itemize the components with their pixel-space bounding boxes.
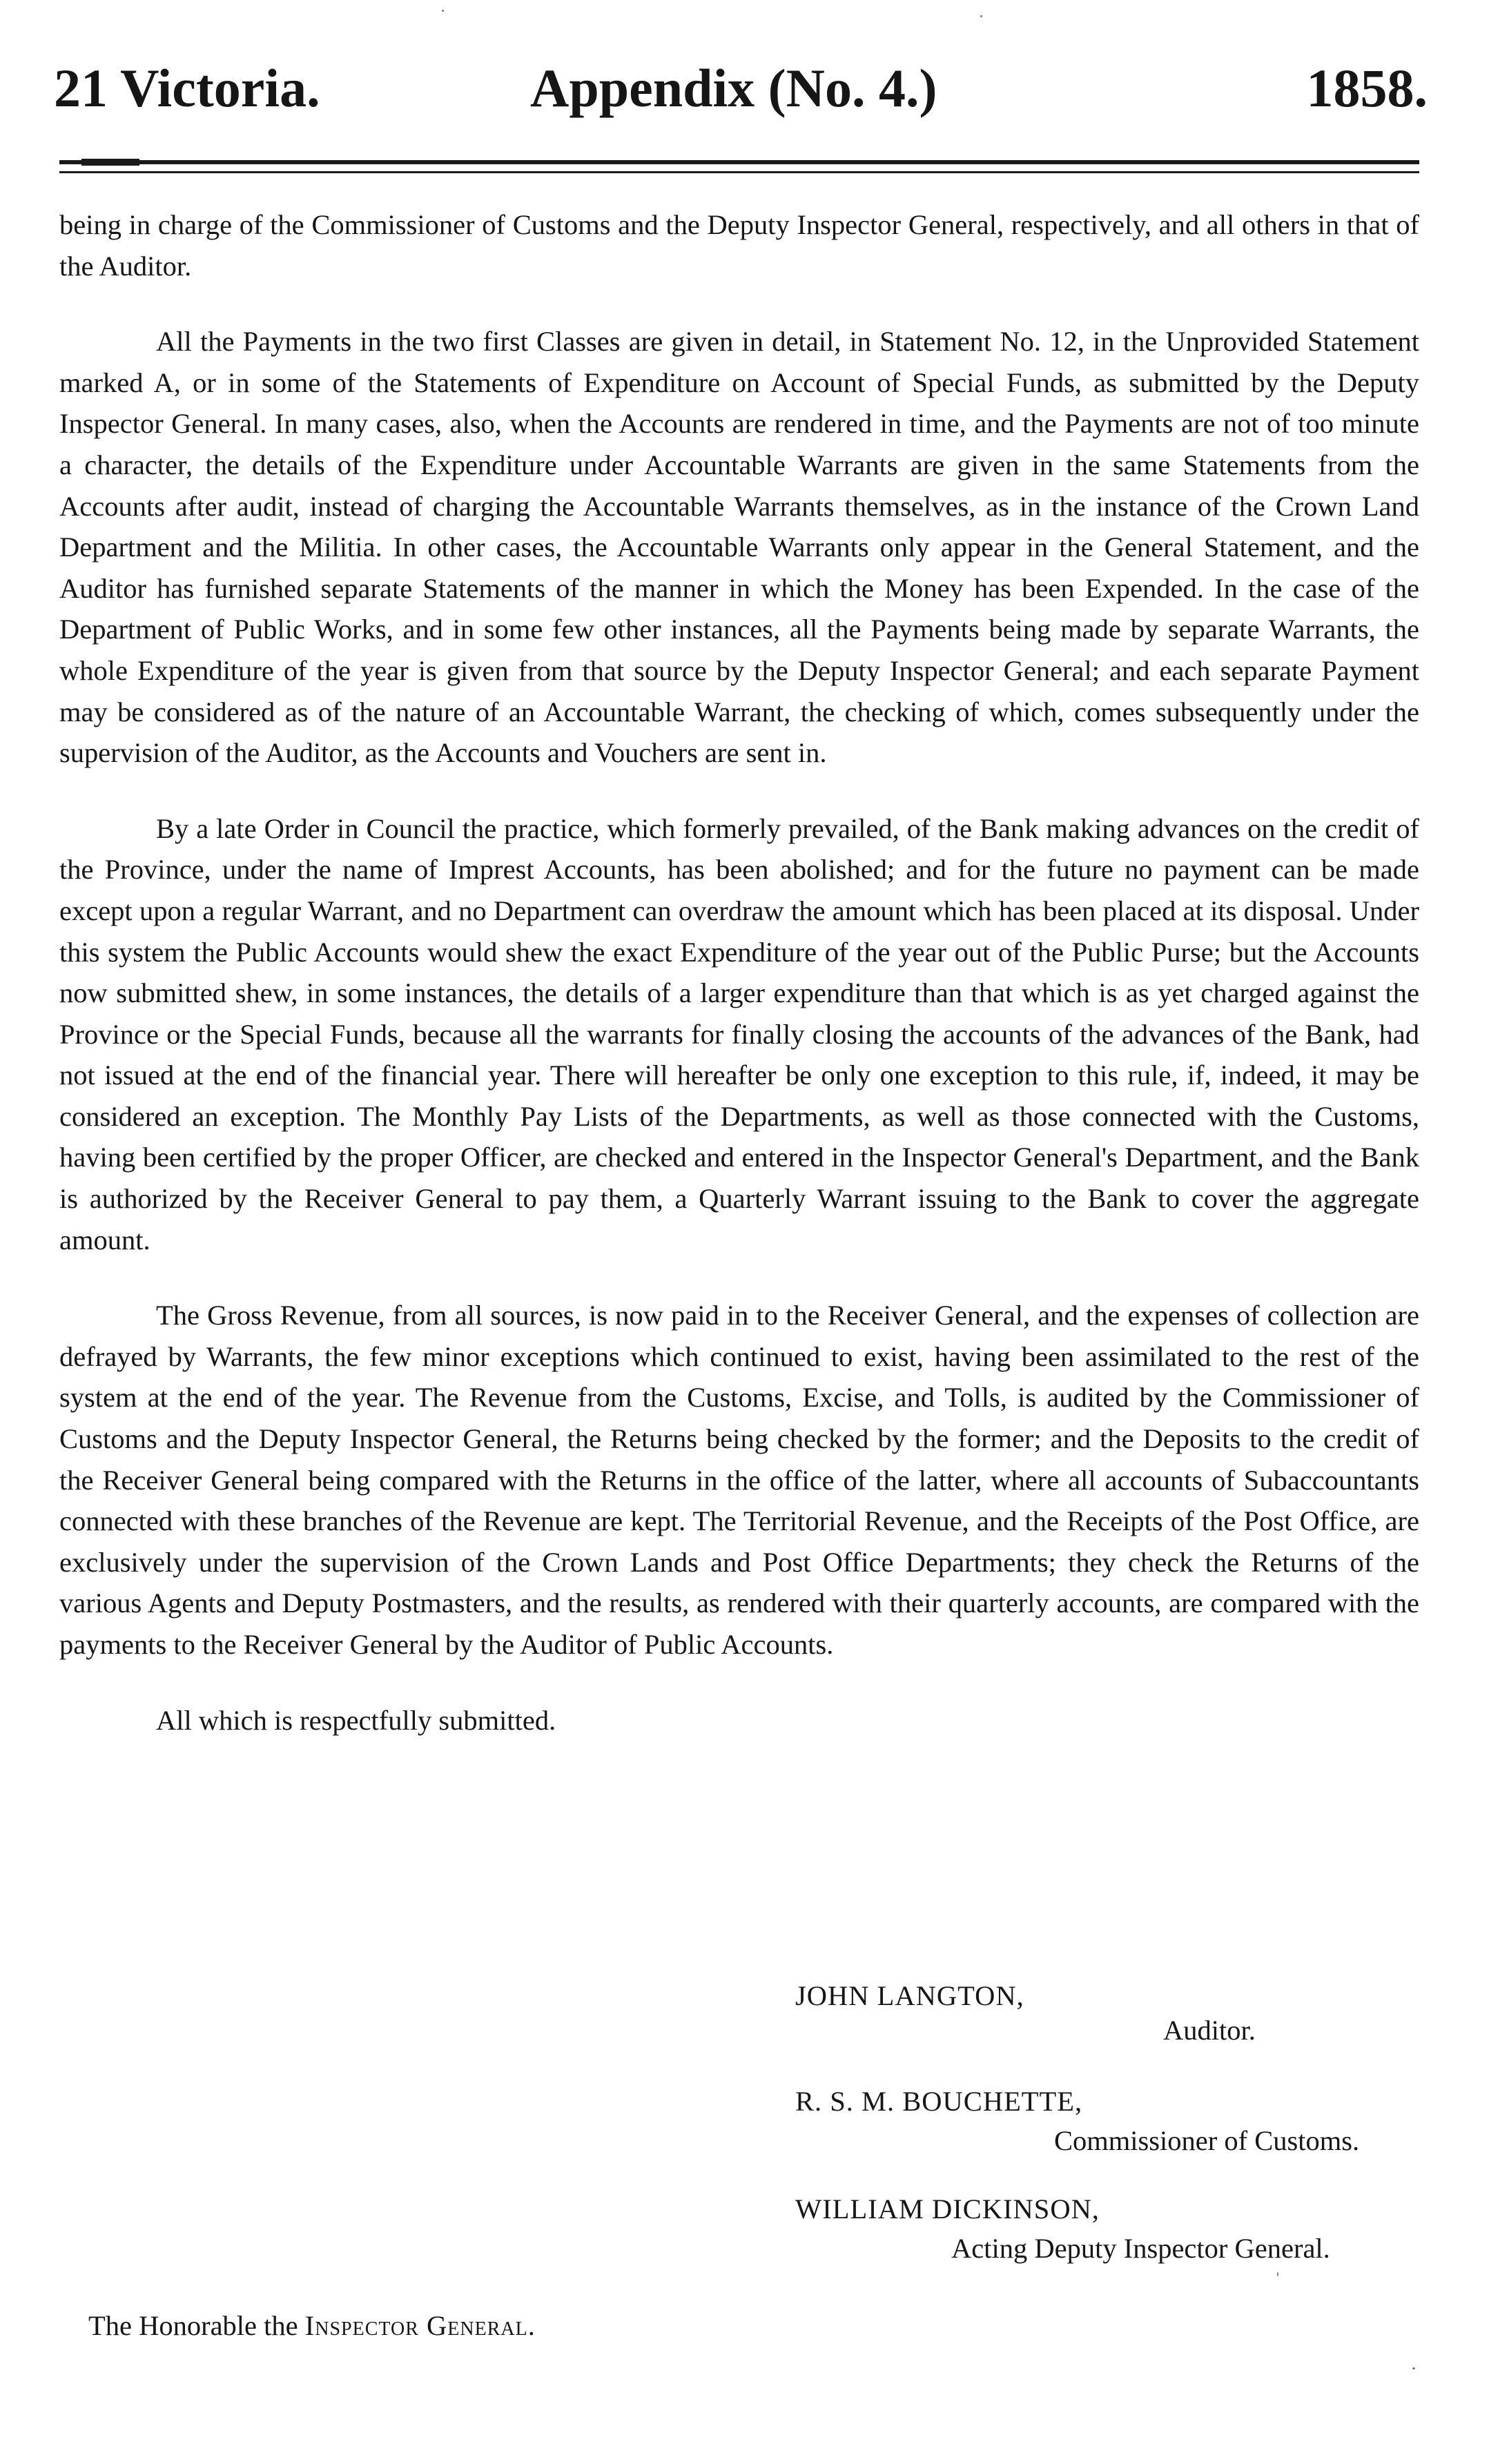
signature-name-langton: JOHN LANGTON, [795, 1980, 1024, 2011]
addressee-prefix: The Honorable the [88, 2310, 298, 2341]
header-appendix-title: Appendix (No. 4.) [530, 58, 937, 118]
addressee-name: Inspector General. [304, 2310, 536, 2341]
header-regnal-year: 21 Victoria. [54, 58, 320, 118]
scan-speck [980, 15, 982, 17]
signature-name-bouchette: R. S. M. BOUCHETTE, [795, 2086, 1083, 2117]
paragraph-order-in-council: By a late Order in Council the practice, which formerly prevailed, of the Bank making advances on the credit of the Province, under the name of Imprest Accounts, has been abolished; and for the future no payment can be made except upon a regular Warrant, and no Department can overdraw the amount which has been placed at its disposal. Under this system the Public Accounts would shew the exact Expenditure of the year out of the Public Purse; but the Accounts now submitted shew, in some instances, the details of a larger expenditure than that which is as yet charged against the Province or the Special Funds, because all the warrants for finally closing the accounts of the advances of the Bank, had not issued at the end of the financial year. There will hereafter be only one exception to this rule, if, indeed, it may be considered an exception. The Monthly Pay Lists of the Departments, as well as those connected with the Customs, having been certified by the proper Officer, are checked and entered in the Inspector General's Department, and the Bank is authorized by the Receiver General to pay them, a Quarterly Warrant issuing to the Bank to cover the aggregate amount. [59, 812, 1419, 1255]
signature-title-customs: Commissioner of Customs. [1054, 2125, 1360, 2156]
scan-speck [1277, 2272, 1278, 2276]
signature-title-deputy-inspector: Acting Deputy Inspector General. [951, 2233, 1330, 2264]
addressee-line [88, 2309, 536, 2342]
scan-speck [1412, 2367, 1415, 2369]
paragraph-gross-revenue: The Gross Revenue, from all sources, is now paid in to the Receiver General, and the expenses of collection are defrayed by Warrants, the few minor exceptions which continued to exist, having been assimilated to the rest of the system at the end of the year. The Revenue from the Customs, Excise, and Tolls, is audited by the Commissioner of Customs and the Deputy Inspector General, the Returns being checked by the former; and the Deposits to the credit of the Receiver General being compared with the Returns in the office of the latter, where all accounts of Subaccountants connected with these branches of the Revenue are kept. The Territorial Revenue, and the Receipts of the Post Office, are exclusively under the supervision of the Crown Lands and Post Office Departments; they check the Returns of the various Agents and Deputy Postmasters, and the results, as rendered with their quarterly accounts, are compared with the payments to the Receiver General by the Auditor of Public Accounts. [59, 1300, 1419, 1660]
signature-title-auditor: Auditor. [1163, 2015, 1256, 2046]
body-text [59, 204, 1419, 1741]
paragraph-continuation: being in charge of the Commissioner of Customs and the Deputy Inspector General, respectively, and all others in that of the Auditor. [59, 209, 1419, 282]
closing-line: All which is respectfully submitted. [156, 1704, 556, 1736]
header-rule-mark [81, 159, 139, 166]
header-rule-thin [59, 171, 1419, 173]
paragraph-payments: All the Payments in the two first Classes are given in detail, in Statement No. 12, in the Unprovided Statement marked A, or in some of the Statements of Expenditure on Account of Special Funds, as submitted by the Deputy Inspector General. In many cases, also, when the Accounts are rendered in time, and the Payments are not of too minute a character, the details of the Expenditure under Accountable Warrants are given in the same Statements from the Accounts after audit, instead of charging the Accountable Warrants themselves, as in the instance of the Crown Land Department and the Militia. In other cases, the Accountable Warrants only appear in the General Statement, and the Auditor has furnished separate Statements of the manner in which the Money has been Expended. In the case of the Department of Public Works, and in some few other instances, all the Payments being made by separate Warrants, the whole Expenditure of the year is given from that source by the Deputy Inspector General; and each separate Payment may be considered as of the nature of an Accountable Warrant, the checking of which, comes subsequently under the supervision of the Auditor, as the Accounts and Vouchers are sent in. [59, 326, 1419, 769]
header-year: 1858. [1306, 58, 1428, 118]
header-rule-thick [59, 160, 1419, 164]
scan-speck [442, 10, 444, 12]
signature-name-dickinson: WILLIAM DICKINSON, [795, 2193, 1100, 2225]
page-header [54, 54, 1428, 130]
